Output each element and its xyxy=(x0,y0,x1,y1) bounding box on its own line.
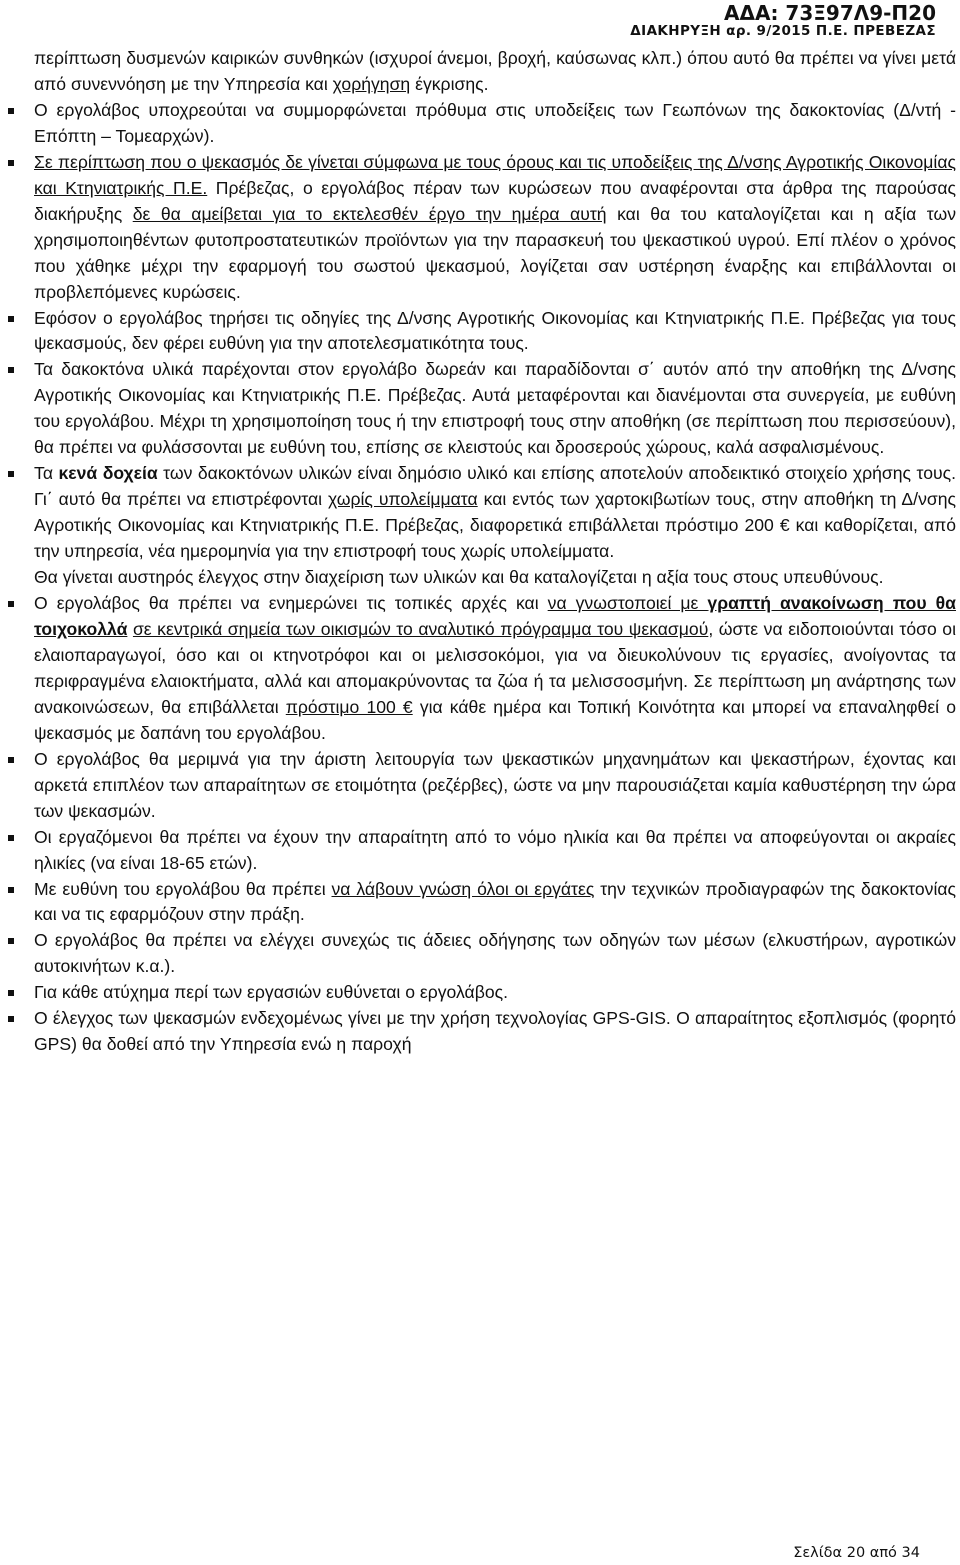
bullet-square-icon xyxy=(8,160,14,166)
bullet-square-icon xyxy=(8,601,14,607)
ada-number: ΑΔΑ: 73Ξ97Λ9-Π20 xyxy=(724,1,936,25)
bullet-square-icon xyxy=(8,835,14,841)
list-item: Τα κενά δοχεία των δακοκτόνων υλικών είναι δημόσιο υλικό και επίσης αποτελούν αποδεικτικό στοιχείο χρήσης τους. Γι΄ αυτό θα πρέπει να επιστρέφονται χωρίς υπολείμματα και εντός των χαρτοκιβωτίων τους, στην αποθήκη τη Δ/νσης Αγροτικής Οικονομίας και Κτηνιατρικής Π.Ε. Πρέβεζας, διαφορετικά επιβάλλεται πρόστιμο 200 € και καθορίζεται, από την υπηρεσία, νέα ημερομηνία για την επιστροφή τους χωρίς υπολείμματα. Θα γίνεται αυστηρός έλεγχος στην διαχείριση των υλικών και θα καταλογίζεται η αξία τους στους υπευθύνους. xyxy=(34,461,956,591)
bullet-square-icon xyxy=(8,757,14,763)
continuation-paragraph: περίπτωση δυσμενών καιρικών συνθηκών (ισχυροί άνεμοι, βροχή, καύσωνας κλπ.) όπου αυτό θα πρέπει να γίνει μετά από συνεννόηση με την Υπηρεσία και χορήγηση έγκρισης. xyxy=(34,48,956,94)
bullet-square-icon xyxy=(8,990,14,996)
list-item: Ο εργολάβος θα μεριμνά για την άριστη λειτουργία των ψεκαστικών μηχανημάτων και ψεκαστήρων, έχοντας και αρκετά επιπλέον των απαραίτητων σε ετοιμότητα (ρεζέρβες), ώστε να μην παρουσιάζεται καμία καθυστέρηση την ώρα των ψεκασμών. xyxy=(34,747,956,825)
list-item: Ο έλεγχος των ψεκασμών ενδεχομένως γίνει με την χρήση τεχνολογίας GPS-GIS. Ο απαραίτητος εξοπλισμός (φορητό GPS) θα δοθεί από την Υπηρεσία ενώ η παροχή xyxy=(34,1006,956,1058)
list-item: Ο εργολάβος θα πρέπει να ενημερώνει τις τοπικές αρχές και να γνωστοποιεί με γραπτή ανακοίνωση που θα τοιχοκολλά σε κεντρικά σημεία των οικισμών το αναλυτικό πρόγραμμα του ψεκασμού, ώστε να ειδοποιούνται τόσο οι ελαιοπαραγωγοί, όσο και οι κτηνοτρόφοι και οι μελισσοκόμοι, για να διευκολύνουν τις εργασίες, ανοίγοντας τα περιφραγμένα ελαιοκτήματα, αλλά και απομακρύνοντας τα ζώα ή τα μελισσοσμήνη. Σε περίπτωση μη ανάρτησης των ανακοινώσεων, θα επιβάλλεται πρόστιμο 100 € για κάθε ημέρα και Τοπική Κοινότητα και μπορεί να επαναληφθεί ο ψεκασμός με δαπάνη του εργολάβου. xyxy=(34,591,956,747)
list-item: Εφόσον ο εργολάβος τηρήσει τις οδηγίες της Δ/νσης Αγροτικής Οικονομίας και Κτηνιατρικής Π.Ε. Πρέβεζας για τους ψεκασμούς, δεν φέρει ευθύνη για την αποτελεσματικότητα τους. xyxy=(34,306,956,358)
list-item: Οι εργαζόμενοι θα πρέπει να έχουν την απαραίτητη από το νόμο ηλικία και θα πρέπει να αποφεύγονται οι ακραίες ηλικίες (να είναι 18-65 ετών). xyxy=(34,825,956,877)
bullet-square-icon xyxy=(8,938,14,944)
diakiryxi-reference: ΔΙΑΚΗΡΥΞΗ αρ. 9/2015 Π.Ε. ΠΡΕΒΕΖΑΣ xyxy=(630,23,936,39)
bullet-square-icon xyxy=(8,1016,14,1022)
list-item: Με ευθύνη του εργολάβου θα πρέπει να λάβουν γνώση όλοι οι εργάτες την τεχνικών προδιαγραφών της δακοκτονίας και να τις εφαρμόζουν στην πράξη. xyxy=(34,877,956,929)
list-item: Για κάθε ατύχημα περί των εργασιών ευθύνεται ο εργολάβος. xyxy=(34,980,956,1006)
page-number: Σελίδα 20 από 34 xyxy=(793,1545,920,1561)
bullet-square-icon xyxy=(8,316,14,322)
document-body xyxy=(34,46,956,1058)
bullet-square-icon xyxy=(8,367,14,373)
document-header xyxy=(630,2,936,39)
list-item: Τα δακοκτόνα υλικά παρέχονται στον εργολάβο δωρεάν και παραδίδονται σ΄ αυτόν από την αποθήκη της Δ/νσης Αγροτικής Οικονομίας και Κτηνιατρικής Π.Ε. Πρέβεζας. Αυτά μεταφέρονται και διανέμονται στα συνεργεία, με ευθύνη του εργολάβου. Μέχρι τη χρησιμοποίηση τους ή την επιστροφή τους στην αποθήκη (σε περίπτωση που περισσεύουν), θα πρέπει να φυλάσσονται με ευθύνη του, επίσης σε κλειστούς και δροσερούς χώρους, καλά ασφαλισμένους. xyxy=(34,357,956,461)
bullet-square-icon xyxy=(8,108,14,114)
bullet-square-icon xyxy=(8,471,14,477)
list-item: Ο εργολάβος θα πρέπει να ελέγχει συνεχώς τις άδειες οδήγησης των οδηγών των μέσων (ελκυστήρων, αγροτικών αυτοκινήτων κ.α.). xyxy=(34,928,956,980)
bullet-square-icon xyxy=(8,887,14,893)
list-item: Σε περίπτωση που ο ψεκασμός δε γίνεται σύμφωνα με τους όρους και τις υποδείξεις της Δ/νσης Αγροτικής Οικονομίας και Κτηνιατρικής Π.Ε. Πρέβεζας, ο εργολάβος πέραν των κυρώσεων που αναφέρονται στα άρθρα της παρούσας διακήρυξης δε θα αμείβεται για το εκτελεσθέν έργο την ημέρα αυτή και θα του καταλογίζεται και η αξία των χρησιμοποιηθέντων φυτοπροστατευτικών προϊόντων για την παρασκευή του ψεκαστικού υγρού. Επί πλέον ο χρόνος που χάθηκε μέχρι την εφαρμογή του σωστού ψεκασμού, λογίζεται σαν υστέρηση έναρξης και επιβάλλονται οι προβλεπόμενες κυρώσεις. xyxy=(34,150,956,306)
list-item: Ο εργολάβος υποχρεούται να συμμορφώνεται πρόθυμα στις υποδείξεις των Γεωπόνων της δακοκτονίας (Δ/ντή - Επόπτη – Τομεαρχών). xyxy=(34,98,956,150)
